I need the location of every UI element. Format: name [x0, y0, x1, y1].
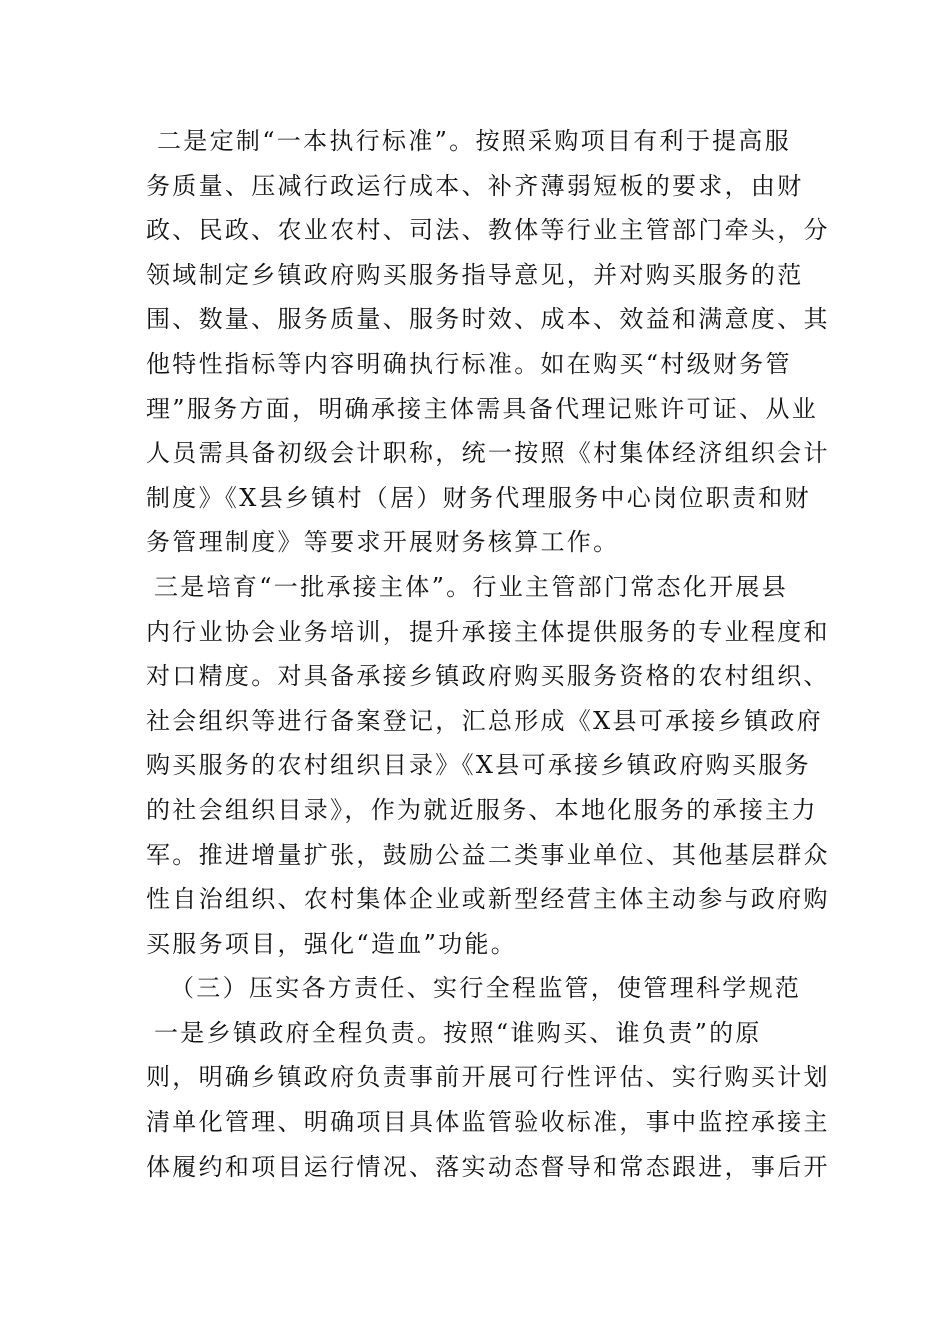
- document-body: [146, 119, 830, 1189]
- text-line: 社会组织等进行备案登记，汇总形成《X县可承接乡镇政府: [146, 706, 823, 735]
- text-line: 人员需具备初级会计职称，统一按照《村集体经济组织会计: [146, 439, 830, 468]
- text-line: 清单化管理、明确项目具体监管验收标准，事中监控承接主: [146, 1108, 830, 1137]
- paragraph-heading-line: 一是乡镇政府全程负责。按照“谁购买、谁负责”的原: [154, 1018, 762, 1047]
- text-line: 军。推进增量扩张，鼓励公益二类事业单位、其他基层群众: [146, 840, 830, 869]
- text-line: 理”服务方面，明确承接主体需具备代理记账许可证、从业: [146, 394, 819, 423]
- text-line: 性自治组织、农村集体企业或新型经营主体主动参与政府购: [146, 885, 830, 914]
- text-line: 围、数量、服务质量、服务时效、成本、效益和满意度、其: [146, 305, 830, 334]
- text-line: 制度》《X县乡镇村（居）财务代理服务中心岗位职责和财: [146, 483, 811, 512]
- text-line: 买服务项目，强化“造血”功能。: [146, 929, 518, 958]
- text-line: 购买服务的农村组织目录》《X县可承接乡镇政府购买服务: [146, 751, 811, 780]
- text-line: 则，明确乡镇政府负责事前开展可行性评估、实行购买计划: [146, 1063, 830, 1092]
- text-line: 对口精度。对具备承接乡镇政府购买服务资格的农村组织、: [146, 662, 830, 691]
- section-heading: （三）压实各方责任、实行全程监管，使管理科学规范: [170, 974, 802, 1003]
- text-line: 领域制定乡镇政府购买服务指导意见，并对购买服务的范: [146, 260, 804, 289]
- paragraph-heading-line: 二是定制“一本执行标准”。按照采购项目有利于提高服: [157, 127, 792, 155]
- text-line: 他特性指标等内容明确执行标准。如在购买“村级财务管: [146, 349, 792, 378]
- text-line: 务质量、压减行政运行成本、补齐薄弱短板的要求，由财: [146, 171, 804, 200]
- text-line: 政、民政、农业农村、司法、教体等行业主管部门牵头，分: [146, 216, 830, 245]
- text-line: 体履约和项目运行情况、落实动态督导和常态跟进，事后开: [146, 1152, 830, 1181]
- text-line: 务管理制度》等要求开展财务核算工作。: [146, 528, 620, 557]
- text-line: 内行业协会业务培训，提升承接主体提供服务的专业程度和: [146, 617, 830, 646]
- text-line: 的社会组织目录》，作为就近服务、本地化服务的承接主力: [146, 795, 818, 824]
- paragraph-heading-line: 三是培育“一批承接主体”。行业主管部门常态化开展县: [154, 572, 789, 601]
